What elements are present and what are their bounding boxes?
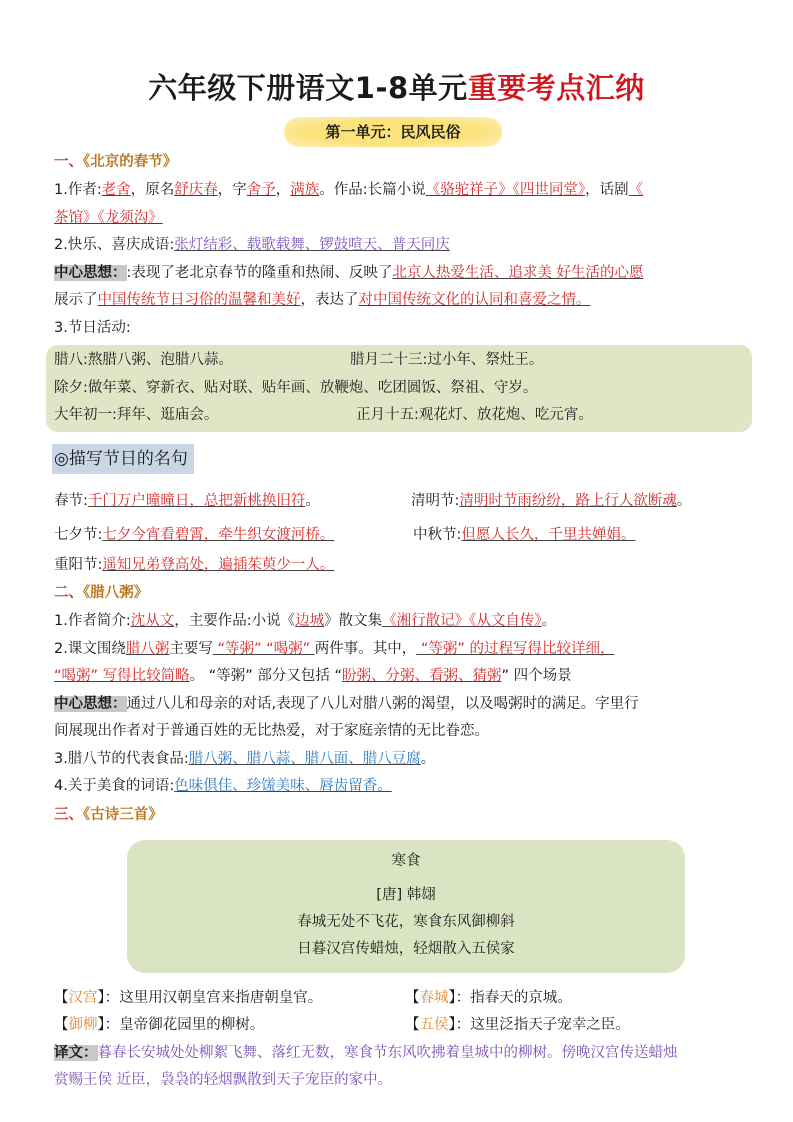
text: 腊月二十三:过小年、祭灶王。 (350, 352, 544, 368)
text: 1.作者: (54, 182, 102, 198)
term: 汉宫 (68, 989, 98, 1006)
unit-banner: 第一单元：民风民俗 (284, 117, 502, 147)
text: 】：皇帝御花园里的柳树。 (97, 1017, 265, 1033)
column-left (54, 990, 322, 1006)
activity-left (54, 407, 218, 423)
section-heading (54, 579, 744, 608)
two-column-line (54, 484, 744, 518)
text: 4.关于美食的词语: (54, 778, 175, 794)
text: 【 (54, 989, 69, 1006)
text: ， (275, 182, 291, 198)
text: 。 (420, 750, 436, 767)
paragraph-line (54, 1067, 744, 1095)
highlighted-answer: 茶馆》《龙须沟》 (54, 209, 163, 226)
text: 展示了 (54, 292, 98, 308)
key-label: 中心思想： (54, 264, 127, 281)
highlighted-answer: “等粥” 的过程写得比较详细， (416, 640, 615, 657)
highlighted-answer: 张灯结彩、载歌载舞、锣鼓喧天、普天同庆 (174, 237, 450, 253)
column-right (413, 518, 635, 552)
paragraph-line (54, 552, 744, 580)
text: 】：这里用汉朝皇宫来指唐朝皇官。 (97, 989, 323, 1006)
paragraph-line (54, 746, 744, 774)
highlighted-answer: 千门万户曈曈日，总把新桃换旧符 (87, 492, 306, 509)
text: 间展现出作者对于普通百姓的无比热爱，对于家庭亲情的无比眷恋。 (54, 723, 489, 739)
highlighted-answer: 《骆驼祥子》《四世同堂》 (425, 182, 586, 198)
text: 【 (54, 1017, 69, 1033)
highlighted-answer: 暮春长安城处处柳絮飞舞、落红无数，寒食节东风吹拂着皇城中的柳树。傍晚汉宫传送蜡烛 (97, 1044, 678, 1061)
subsection-tag-wrap (54, 436, 744, 484)
highlighted-answer: 《 (628, 182, 644, 198)
highlighted-answer: 老舍 (101, 182, 131, 198)
text: 腊八:熬腊八粥、泡腊八蒜。 (54, 352, 233, 368)
text: ，话剧 (585, 182, 629, 198)
text: 》散文集 (324, 613, 383, 629)
section-heading (54, 148, 744, 177)
highlighted-answer: “喝粥” 写得比较简略 (54, 668, 190, 684)
text: 。 (676, 492, 692, 509)
text: 通过八儿和母亲的对话,表现了八儿对腊八粥的渴望，以及喝粥时的满足。字里行 (126, 695, 639, 712)
text: 2.课文围绕 (54, 640, 126, 657)
column-right (411, 484, 691, 518)
activity-row (54, 402, 744, 430)
section-title: 《北京的春节》 (83, 154, 178, 170)
paragraph-line (54, 636, 744, 664)
highlighted-answer: 沈从文 (130, 613, 175, 629)
text: :表现了老北京春节的隆重和热闹、反映了 (126, 264, 393, 281)
term: 御柳 (68, 1017, 98, 1033)
page-title (0, 66, 793, 107)
text: 清明节: (411, 492, 460, 509)
text: 主要写 (169, 640, 213, 657)
text: 大年初一:拜年、逛庙会。 (54, 407, 219, 423)
activity-row (54, 347, 744, 375)
title-main: 六年级下册语文1-8单元 (148, 71, 468, 105)
term: 五侯 (419, 1017, 449, 1033)
highlighted-answer: 赏赐王侯 近臣，袅袅的轻烟飘散到天子宠臣的家中。 (54, 1072, 393, 1088)
two-column-line (54, 518, 744, 552)
text: 。作品:长篇小说 (319, 182, 426, 198)
highlighted-answer: 对中国传统文化的认同和喜爱之情。 (358, 292, 591, 308)
highlighted-answer: “等粥” “喝粥” (212, 640, 315, 657)
highlighted-answer: 腊八粥、腊八蒜、腊八面、腊八豆腐 (188, 750, 421, 767)
two-column-line (54, 1012, 744, 1040)
section-title: 《腊八粥》 (83, 585, 149, 601)
text: 【 (405, 1017, 420, 1033)
poem-line: 春城无处不飞花，寒食东风御柳斜 (297, 913, 515, 930)
term: 春城 (419, 989, 449, 1006)
highlighted-answer: 色味俱佳、珍馐美味、唇齿留香。 (174, 778, 392, 794)
text: 3.腊八节的代表食品: (54, 750, 189, 767)
paragraph-line (54, 232, 744, 260)
activities-box (46, 345, 752, 432)
text: 两件事。其中， (314, 640, 417, 657)
text: 】：这里泛指天子宠幸之臣。 (448, 1017, 630, 1033)
text: 中秋节: (413, 526, 462, 543)
activity-right (350, 347, 543, 375)
highlighted-answer: 遥知兄弟登高处，遍插茱萸少一人。 (102, 556, 335, 573)
section-number: 一、 (54, 154, 83, 170)
activity-right (356, 402, 593, 430)
title-highlight: 重要考点汇纳 (467, 71, 645, 105)
key-label: 中心思想： (54, 695, 127, 712)
highlighted-answer: 舒庆春 (174, 182, 218, 198)
text: 除夕:做年菜、穿新衣、贴对联、贴年画、放鞭炮、吃团圆饭、祭祖、守岁。 (54, 379, 538, 396)
text: 重阳节: (54, 556, 103, 573)
section-number: 三、 (54, 806, 83, 823)
section-title: 《古诗三首》 (83, 806, 163, 823)
key-label: 译文： (54, 1044, 98, 1061)
highlighted-answer: 腊八粥 (125, 640, 170, 657)
column-right (405, 1012, 630, 1040)
text: 3.节日活动: (54, 319, 131, 336)
highlighted-answer: 但愿人长久，千里共婵娟。 (461, 526, 636, 543)
paragraph-line (54, 663, 744, 691)
text: ，原名 (130, 182, 175, 198)
highlighted-answer: 北京人热爱生活、追求美 好生活的心愿 (392, 264, 644, 281)
text: ，表达了 (300, 292, 359, 308)
column-right (405, 985, 572, 1013)
subsection-tag: ◎描写节日的名句 (52, 444, 194, 474)
paragraph-line (54, 260, 744, 288)
column-left (54, 527, 334, 543)
text: 2.快乐、喜庆成语: (54, 237, 175, 253)
paragraph-line (54, 287, 744, 315)
text: 】：指春天的京城。 (448, 989, 572, 1006)
poem-author: [唐] 韩翃 (376, 886, 436, 903)
poem-title: 寒食 (391, 852, 421, 869)
highlighted-answer: 舍予 (246, 182, 276, 198)
highlighted-answer: 七夕今宵看碧霄，牵牛织女渡河桥。 (102, 526, 335, 543)
text: ，字 (217, 182, 247, 198)
content (54, 148, 744, 1095)
column-left (54, 493, 320, 509)
text: 春节: (54, 492, 88, 509)
highlighted-answer: 中国传统节日习俗的温馨和美好 (97, 292, 301, 308)
paragraph-line (54, 315, 744, 343)
highlighted-answer: 清明时节雨纷纷，路上行人欲断魂 (459, 492, 677, 509)
text: 。 “等粥” 部分又包括 “ (189, 668, 343, 684)
paragraph-line (54, 177, 744, 205)
section-heading (54, 801, 744, 830)
activity-left (54, 352, 233, 368)
text: 。 (305, 492, 320, 509)
text: 正月十五:观花灯、放花炮、吃元宵。 (356, 407, 593, 423)
poem-line: 日暮汉宫传蜡烛，轻烟散入五侯家 (297, 940, 515, 957)
paragraph-line (54, 691, 744, 719)
section-number: 二、 (54, 585, 83, 601)
text: 1.作者简介: (54, 613, 131, 629)
paragraph-line (54, 205, 744, 233)
highlighted-answer: 《湘行散记》《从文自传》 (382, 613, 542, 629)
poem-box (127, 840, 685, 973)
highlighted-answer: 满族 (290, 182, 320, 198)
text: ” 四个场景 (501, 668, 572, 684)
two-column-line (54, 985, 744, 1013)
text: ，主要作品:小说《 (174, 613, 296, 629)
text: 【 (405, 989, 420, 1006)
column-left (54, 1017, 264, 1033)
paragraph-line (54, 1040, 744, 1068)
text: 七夕节: (54, 526, 103, 543)
activity-left (54, 380, 537, 396)
paragraph-line (54, 718, 744, 746)
highlighted-answer: 盼粥、分粥、看粥、猜粥 (342, 668, 502, 684)
activity-row (54, 375, 744, 403)
paragraph-line (54, 608, 744, 636)
text: 。 (541, 613, 557, 629)
highlighted-answer: 边城 (295, 613, 325, 629)
paragraph-line (54, 773, 744, 801)
